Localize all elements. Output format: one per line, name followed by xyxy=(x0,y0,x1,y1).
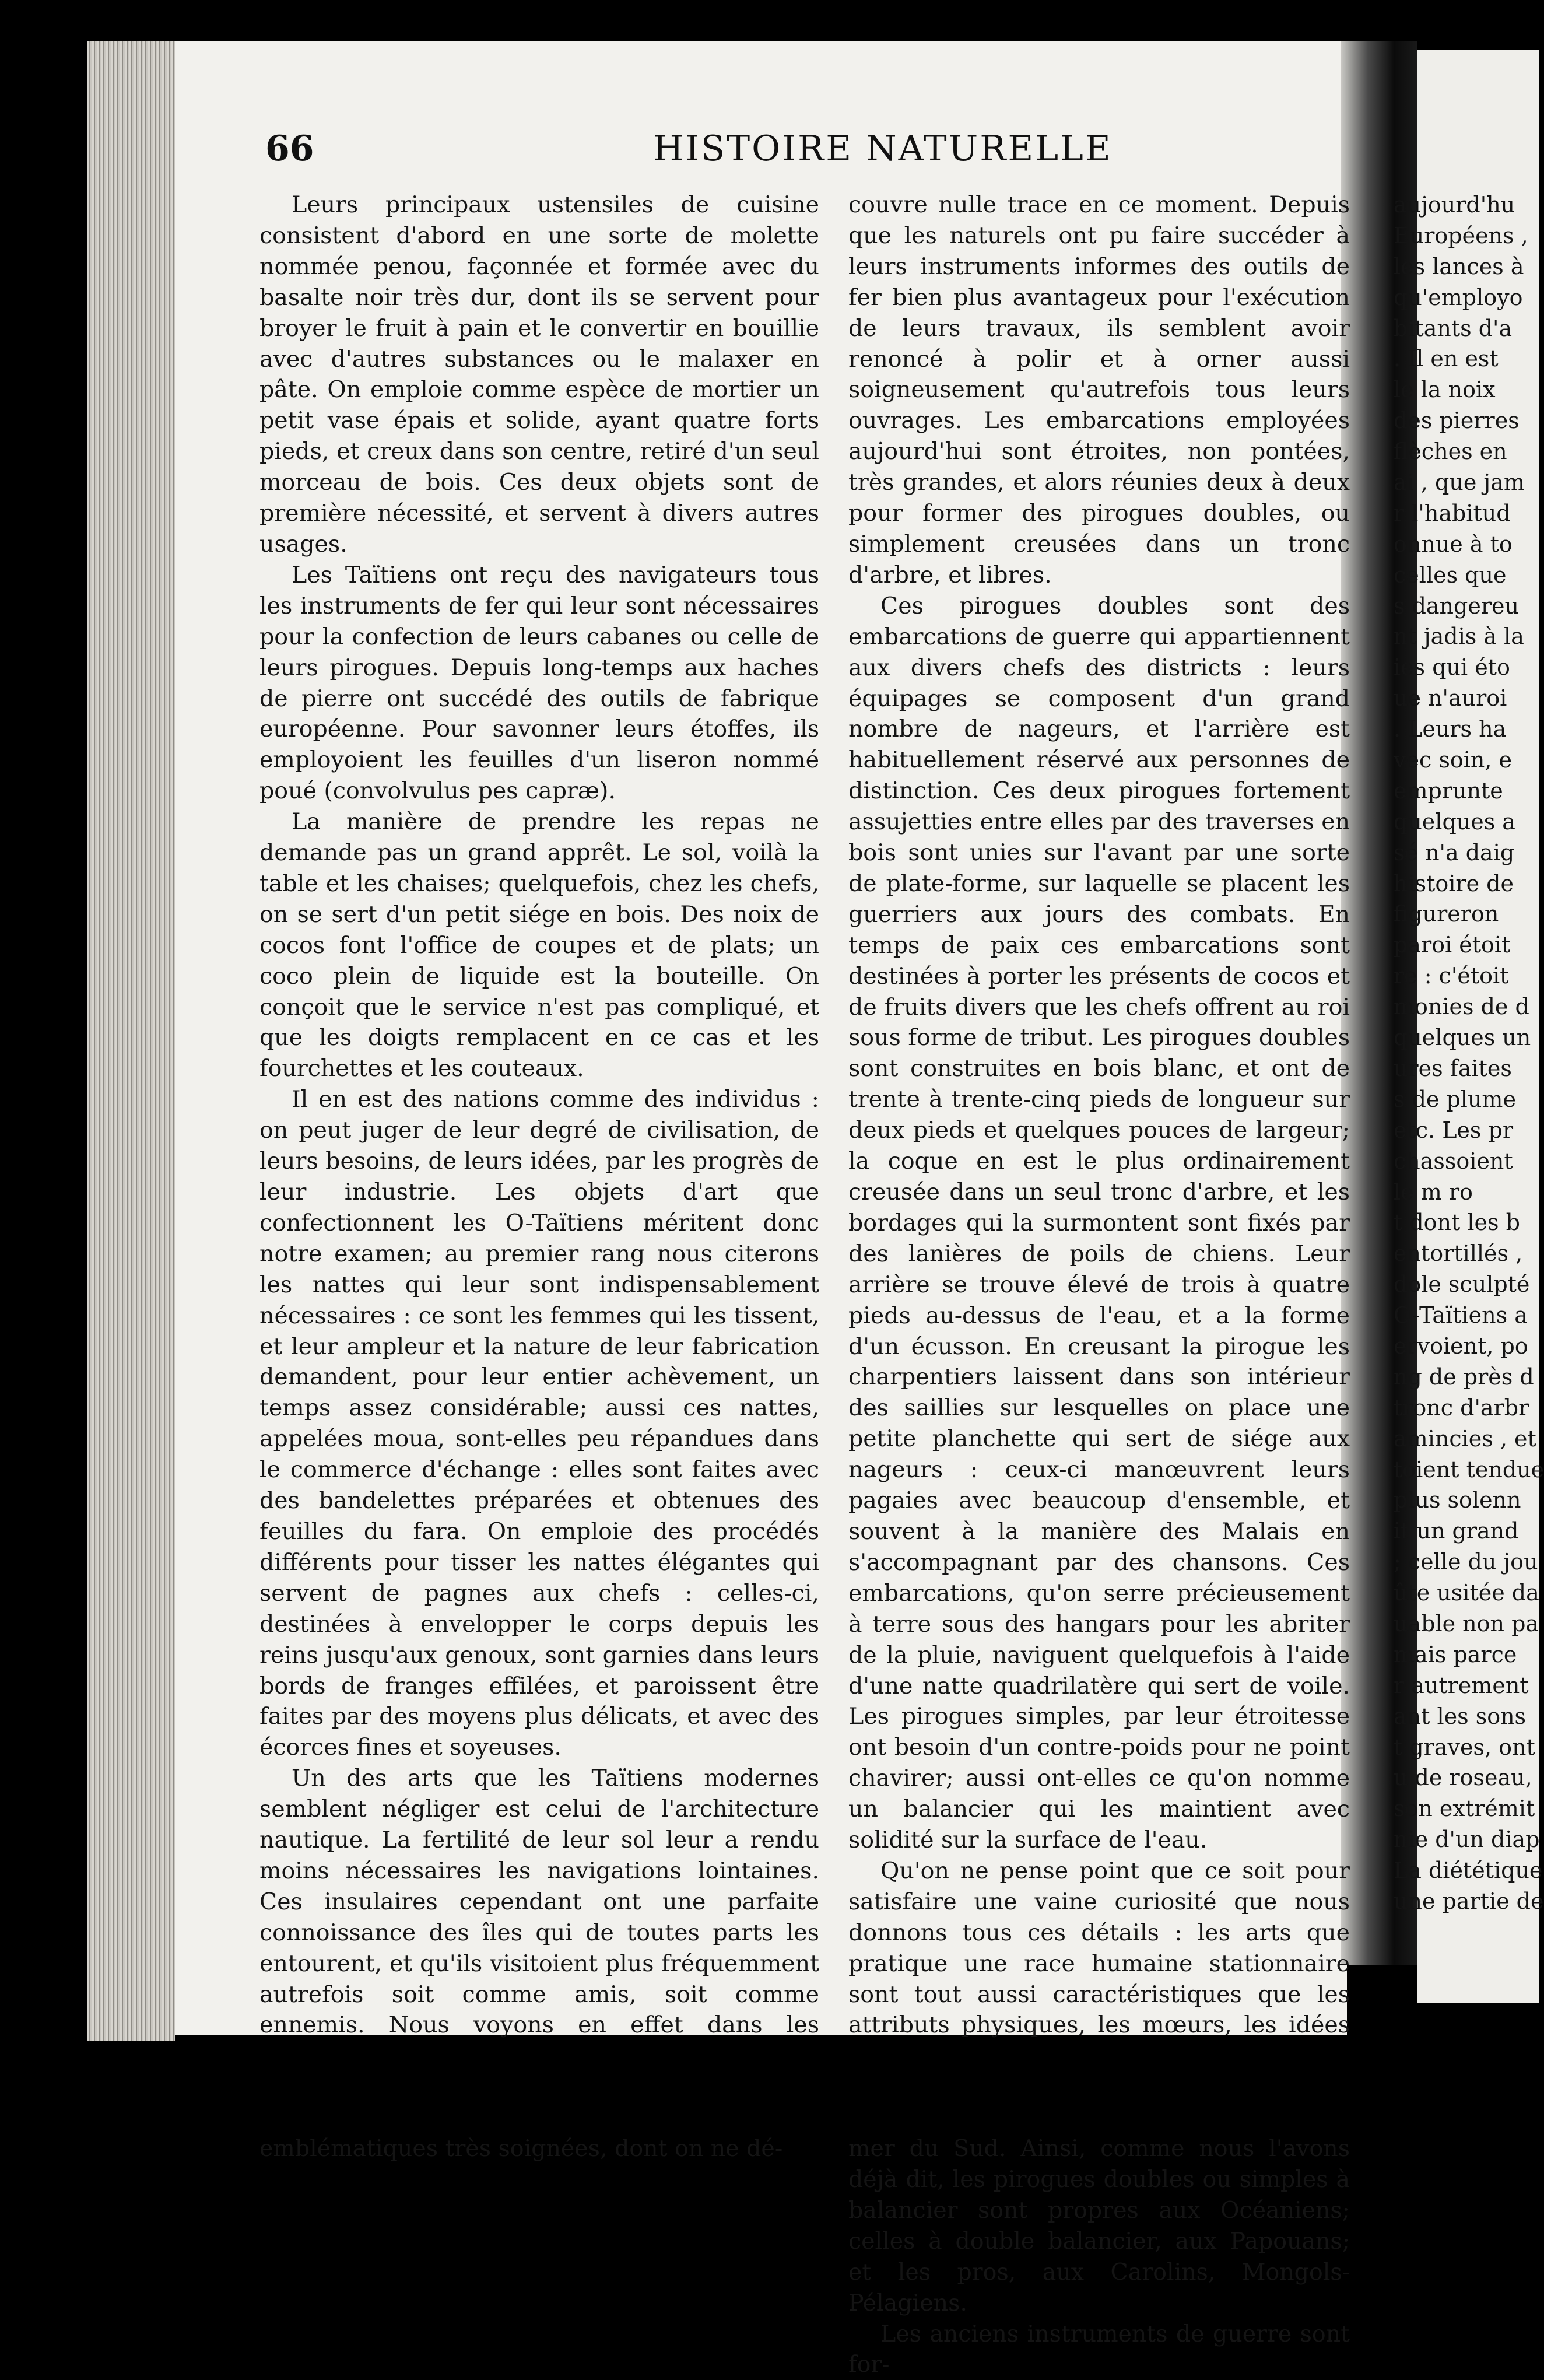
next-page-fragment-line: re : c'étoit xyxy=(1394,963,1509,989)
paragraph: Il en est des nations comme des individus : on peut juger de leur degré de civilisation, de leurs besoins, de leurs idées, par les progrès de leur industrie. Les objets d'art que confectionnent les O-Taïtiens méritent donc notre examen; au premier rang nous citerons les nattes qui leur sont indispensablement nécessaires : ce sont les femmes qui les tissent, et leur ampleur et la nature de leur fabrication demandent, pour leur entier achèvement, un temps assez considérable; aussi ces nattes, appelées moua, sont-elles peu répandues dans le commerce d'échange : elles sont faites avec des bandelettes préparées et obtenues des feuilles du fara. On emploie des procédés différents pour tisser les nattes élégantes qui servent de pagnes aux chefs : celles-ci, destinées à envelopper le corps depuis les reins jusqu'aux genoux, sont garnies dans leurs bords de franges effilées, et paroissent être faites par des moyens plus délicats, et avec des écorces fines et soyeuses. xyxy=(259,1086,819,1761)
scan-border xyxy=(0,2041,1539,2132)
next-page-fragment-line: des pierres xyxy=(1394,408,1520,434)
next-page-fragment-line: t graves, ont xyxy=(1394,1734,1535,1760)
next-page-fragment-line: ; celle du jou xyxy=(1394,1549,1538,1575)
running-head xyxy=(175,128,1347,181)
next-page-fragment-line: onnue à to xyxy=(1394,531,1513,557)
next-page-fragment-line: r l'habitud xyxy=(1394,500,1511,526)
next-page-fragment-line: tronc d'arbr xyxy=(1394,1394,1529,1421)
next-page-fragment-line: . Il en est xyxy=(1394,346,1499,372)
next-page-fragment-line: figureron xyxy=(1394,901,1499,927)
next-page-fragment-line: quelques un xyxy=(1394,1025,1531,1051)
paragraph: couvre nulle trace en ce moment. Depuis que les naturels ont pu faire succéder à leurs instruments informes des outils de fer bien plus avantageux pour l'exécution de leurs travaux, ils semblent avoir renoncé à polir et à orner aussi soigneusement qu'autrefois tous leurs ouvrages. Les embarcations employées aujourd'hui sont étroites, non pontées, très grandes, et alors réunies deux à deux pour former des pirogues doubles, ou simplement creusées dans un tronc d'arbre, et libres. xyxy=(848,191,1350,588)
next-page-fragment-line: paroi étoit xyxy=(1394,932,1511,958)
next-page-fragment-line: emprunte xyxy=(1394,777,1503,804)
next-page-fragment-line: aujourd'hu xyxy=(1394,192,1515,218)
paragraph: Les anciens instruments de guerre sont for- xyxy=(848,2320,1350,2378)
next-page-fragment-line: le la noix xyxy=(1394,377,1496,403)
next-page-fragment-line: amincies , et xyxy=(1394,1425,1536,1452)
next-page-fragment-line: ures faites xyxy=(1394,1055,1512,1081)
next-page-fragment-line: histoire de xyxy=(1394,870,1514,896)
next-page-fragment-line: chassoient xyxy=(1394,1148,1513,1174)
next-page-fragment-line: Européens , xyxy=(1394,222,1528,248)
text-column-left xyxy=(259,190,819,2162)
paragraph: Ces pirogues doubles sont des embarcations de guerre qui appartiennent aux divers chefs des districts : leurs équipages se composent d'un grand nombre de nageurs, et l'arrière est habituellement réservé aux personnes de distinction. Ces deux pirogues fortement assujetties entre elles par des traverses en bois sont unies sur l'avant par une sorte de plate-forme, sur laquelle se placent les guerriers aux jours des combats. En temps de paix ces embarcations sont destinées à porter les présents de cocos et de fruits divers que les chefs offrent au roi sous forme de tribut. Les pirogues doubles sont construites en bois blanc, et ont de trente à trente-cinq pieds de longueur sur deux pieds et quelques pouces de largeur; la coque en est le plus ordinairement creusée dans un seul tronc d'arbre, et les bordages qui la surmontent sont fixés par des lanières de poils de chiens. Leur arrière se trouve élevé de trois à quatre pieds au-dessus de l'eau, et a la forme d'un écusson. En creusant la pirogue les charpentiers laissent dans son intérieur des saillies sur lesquelles on place une petite planchette qui sert de siége aux nageurs : ceux-ci manœuvrent leurs pagaies avec beaucoup d'ensemble, et souvent à la manière des Malais en s'accompagnant par des chansons. Ces embarcations, qu'on serre précieusement à terre sous des hangars pour les abriter de la pluie, naviguent quelquefois à l'aide d'une natte quadrilatère qui sert de voile. Les pirogues simples, par leur étroitesse ont besoin d'un contre-poids pour ne point chavirer; aussi ont-elles ce qu'on nomme un balancier qui les maintient avec solidité sur la surface de l'eau. xyxy=(848,592,1350,1854)
next-page-fragment-line: sé n'a daig xyxy=(1394,839,1515,865)
next-page-fragment-line: u de roseau, xyxy=(1394,1765,1532,1791)
next-page-fragment-line: son extrémit xyxy=(1394,1796,1535,1822)
next-page-fragment-line: vec soin, e xyxy=(1394,747,1512,773)
next-page-fragment-line: entortillés , xyxy=(1394,1240,1523,1267)
next-page-fragment-line: les lances à xyxy=(1394,253,1524,279)
next-page-fragment-line: monies de d xyxy=(1394,994,1529,1020)
paragraph: Les Taïtiens ont reçu des navigateurs tous les instruments de fer qui leur sont nécessaires pour la confection de leurs cabanes ou celle de leurs pirogues. Depuis long-temps aux haches de pierre ont succédé des outils de fabrique européenne. Pour savonner leurs étoffes, ils employoient les feuilles d'un liseron nommé poué (convolvulus pes capræ). xyxy=(259,561,819,805)
next-page-fragment-line: ies qui éto xyxy=(1394,654,1510,681)
next-page-fragment-line: . Leurs ha xyxy=(1394,716,1507,742)
next-page-fragment-line: flèches en xyxy=(1394,439,1507,465)
next-page-fragment-line: La diététique xyxy=(1394,1857,1543,1884)
next-page-fragment-line: ûte usitée da xyxy=(1394,1580,1539,1606)
next-page-fragment-line: nt jadis à la xyxy=(1394,623,1524,650)
paragraph: Qu'on ne pense point que ce soit pour satisfaire une vaine curiosité que nous donnons tous ces détails : les arts que pratique une race humaine stationnaire sont tout aussi caractéristiques que les attributs physiques, les mœurs, les idées mer du Sud. Ainsi, comme nous l'avons déjà dit, les pirogues doubles ou simples à balancier sont propres aux Océaniens; celles à double balancier, aux Papouans; et les pros, aux Carolins, Mongols-Pélagiens. xyxy=(848,1857,1350,2316)
paragraph: Un des arts que les Taïtiens modernes semblent négliger est celui de l'architecture nautique. La fertilité de leur sol leur a rendu moins nécessaires les navigations lointaines. Ces insulaires cependant ont une parfaite connoissance des îles qui de toutes parts les entourent, et qu'ils visitoient plus fréquemment autrefois soit comme amis, soit comme ennemis. Nous voyons en effet dans les emblématiques très soignées, dont on ne dé- xyxy=(259,1765,819,2162)
next-page-fragment-line: t dont les b xyxy=(1394,1210,1520,1236)
next-page-fragment-line: s de plume xyxy=(1394,1086,1516,1112)
next-page-text-fragments xyxy=(1394,50,1544,1917)
next-page-fragment-line: uable non pa xyxy=(1394,1610,1539,1636)
book-page-edges xyxy=(87,41,175,2041)
next-page-fragment-line: une partie de xyxy=(1394,1888,1544,1914)
next-page-fragment-line: it un grand xyxy=(1394,1518,1519,1544)
next-page-fragment-line: r autrement xyxy=(1394,1672,1529,1698)
next-page-fragment-line: ant les sons xyxy=(1394,1703,1527,1729)
next-page-fragment-line: nie d'un diap xyxy=(1394,1827,1540,1853)
next-page-fragment-line: ai , que jam xyxy=(1394,469,1525,496)
next-page-fragment-line: qu'employo xyxy=(1394,284,1523,310)
next-page-fragment-line: dole sculpté xyxy=(1394,1271,1530,1298)
next-page-fragment-line: ue n'auroi xyxy=(1394,685,1507,711)
page-title: HISTOIRE NATURELLE xyxy=(653,128,1113,169)
next-page-fragment-line: ng de près d xyxy=(1394,1363,1534,1390)
next-page-fragment-line: bitants d'a xyxy=(1394,315,1513,341)
next-page-fragment-line: quelques a xyxy=(1394,808,1515,835)
text-column-right xyxy=(848,190,1350,2378)
next-page-fragment-line: O-Taïtiens a xyxy=(1394,1302,1528,1329)
next-page-fragment-line: celles que xyxy=(1394,562,1507,588)
next-page-fragment-line: le m ro xyxy=(1394,1179,1473,1205)
next-page-fragment-line: mais parce xyxy=(1394,1641,1517,1667)
next-page-fragment-line: etc. Les pr xyxy=(1394,1117,1513,1143)
next-page-fragment-line: plus solenn xyxy=(1394,1487,1521,1513)
paragraph: La manière de prendre les repas ne demande pas un grand apprêt. Le sol, voilà la table et les chaises; quelquefois, chez les chefs, on se sert d'un petit siége en bois. Des noix de cocos font l'office de coupes et de plats; un coco plein de liquide est la bouteille. On conçoit que le service n'est pas compliqué, et que les doigts remplacent en ce cas et les fourchettes et les couteaux. xyxy=(259,808,819,1082)
next-page-fragment-line: ervoient, po xyxy=(1394,1333,1528,1359)
page-number: 66 xyxy=(265,128,314,169)
paragraph: Leurs principaux ustensiles de cuisine consistent d'abord en une sorte de molette nommée penou, façonnée et formée avec du basalte noir très dur, dont ils se servent pour broyer le fruit à pain et le convertir en bouillie avec d'autres substances ou le malaxer en pâte. On emploie comme espèce de mortier un petit vase épais et solide, ayant quatre forts pieds, et creux dans son centre, retiré d'un seul morceau de bois. Ces deux objets sont de première nécessité, et servent à divers autres usages. xyxy=(259,191,819,558)
next-page-fragment-line: toient tendue xyxy=(1394,1456,1544,1482)
next-page-fragment-line: s dangereu xyxy=(1394,593,1519,619)
next-page-edge xyxy=(1394,50,1544,2003)
